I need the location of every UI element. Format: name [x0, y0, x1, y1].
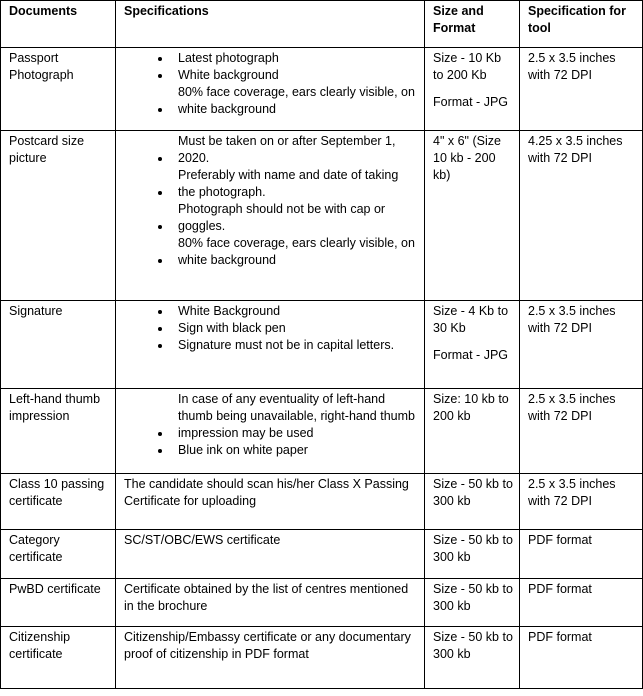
doc-cell: Left-hand thumb impression [1, 389, 116, 474]
size-cell: Size: 10 kb to 200 kb [425, 389, 520, 474]
table-row-thumb [1, 389, 643, 474]
spec-cell [116, 389, 425, 474]
tool-cell: 2.5 x 3.5 inches with 72 DPI [520, 301, 643, 389]
spec-bullet: • Sign with black pen [172, 320, 418, 337]
size-cell: Size - 50 kb to 300 kb [425, 627, 520, 689]
spec-bullet: • Must be taken on or after September 1, 2020. [172, 133, 418, 167]
doc-cell: Signature [1, 301, 116, 389]
format-text: Format - JPG [433, 95, 509, 109]
size-cell: Size - 50 kb to 300 kb [425, 474, 520, 530]
spec-list [124, 391, 418, 459]
spec-bullet: • White background [172, 67, 418, 84]
spec-bullet: • Preferably with name and date of taking the photograph. [172, 167, 418, 201]
header-tool-spec: Specification for tool [520, 1, 643, 48]
spec-cell [116, 301, 425, 389]
table-row-class10 [1, 474, 643, 530]
table-row-postcard [1, 131, 643, 301]
tool-cell: 2.5 x 3.5 inches with 72 DPI [520, 48, 643, 131]
spec-cell: The candidate should scan his/her Class X Passing Certificate for uploading [116, 474, 425, 530]
table-row-category [1, 530, 643, 579]
size-cell: Size - 50 kb to 300 kb [425, 530, 520, 579]
header-row [1, 1, 643, 48]
spec-bullet: • 80% face coverage, ears clearly visible, on white background [172, 84, 418, 118]
spec-cell [116, 48, 425, 131]
tool-cell: 4.25 x 3.5 inches with 72 DPI [520, 131, 643, 301]
table-row-pwbd [1, 579, 643, 627]
spec-cell: Citizenship/Embassy certificate or any documentary proof of citizenship in PDF format [116, 627, 425, 689]
doc-cell: Class 10 passing certificate [1, 474, 116, 530]
size-cell [425, 48, 520, 131]
spec-list [124, 303, 418, 354]
tool-cell: PDF format [520, 530, 643, 579]
size-text: Size - 4 Kb to 30 Kb [433, 304, 509, 335]
tool-cell: PDF format [520, 627, 643, 689]
spec-cell: SC/ST/OBC/EWS certificate [116, 530, 425, 579]
format-text: Format - JPG [433, 348, 509, 362]
spec-bullet: • Photograph should not be with cap or goggles. [172, 201, 418, 235]
spec-bullet: • Signature must not be in capital letters. [172, 337, 418, 354]
size-text: Size - 10 Kb to 200 Kb [433, 51, 502, 82]
size-cell: Size - 50 kb to 300 kb [425, 579, 520, 627]
size-cell: 4" x 6" (Size 10 kb - 200 kb) [425, 131, 520, 301]
table-row-passport [1, 48, 643, 131]
spec-bullet: • White Background [172, 303, 418, 320]
doc-cell: Postcard size picture [1, 131, 116, 301]
spec-list [124, 133, 418, 269]
spec-cell: Certificate obtained by the list of centres mentioned in the brochure [116, 579, 425, 627]
spec-cell [116, 131, 425, 301]
tool-cell: PDF format [520, 579, 643, 627]
tool-cell: 2.5 x 3.5 inches with 72 DPI [520, 389, 643, 474]
header-specifications: Specifications [116, 1, 425, 48]
table-row-citizenship [1, 627, 643, 689]
header-size-format: Size and Format [425, 1, 520, 48]
spec-bullet: • In case of any eventuality of left-hand thumb being unavailable, right-hand thumb impression may be used [172, 391, 418, 442]
doc-cell: Citizenship certificate [1, 627, 116, 689]
doc-cell: PwBD certificate [1, 579, 116, 627]
tool-cell: 2.5 x 3.5 inches with 72 DPI [520, 474, 643, 530]
spec-bullet: • Latest photograph [172, 50, 418, 67]
spec-bullet: • 80% face coverage, ears clearly visible, on white background [172, 235, 418, 269]
size-cell [425, 301, 520, 389]
doc-cell: Passport Photograph [1, 48, 116, 131]
table-row-signature [1, 301, 643, 389]
doc-cell: Category certificate [1, 530, 116, 579]
spec-bullet: • Blue ink on white paper [172, 442, 418, 459]
spec-list [124, 50, 418, 118]
header-documents: Documents [1, 1, 116, 48]
